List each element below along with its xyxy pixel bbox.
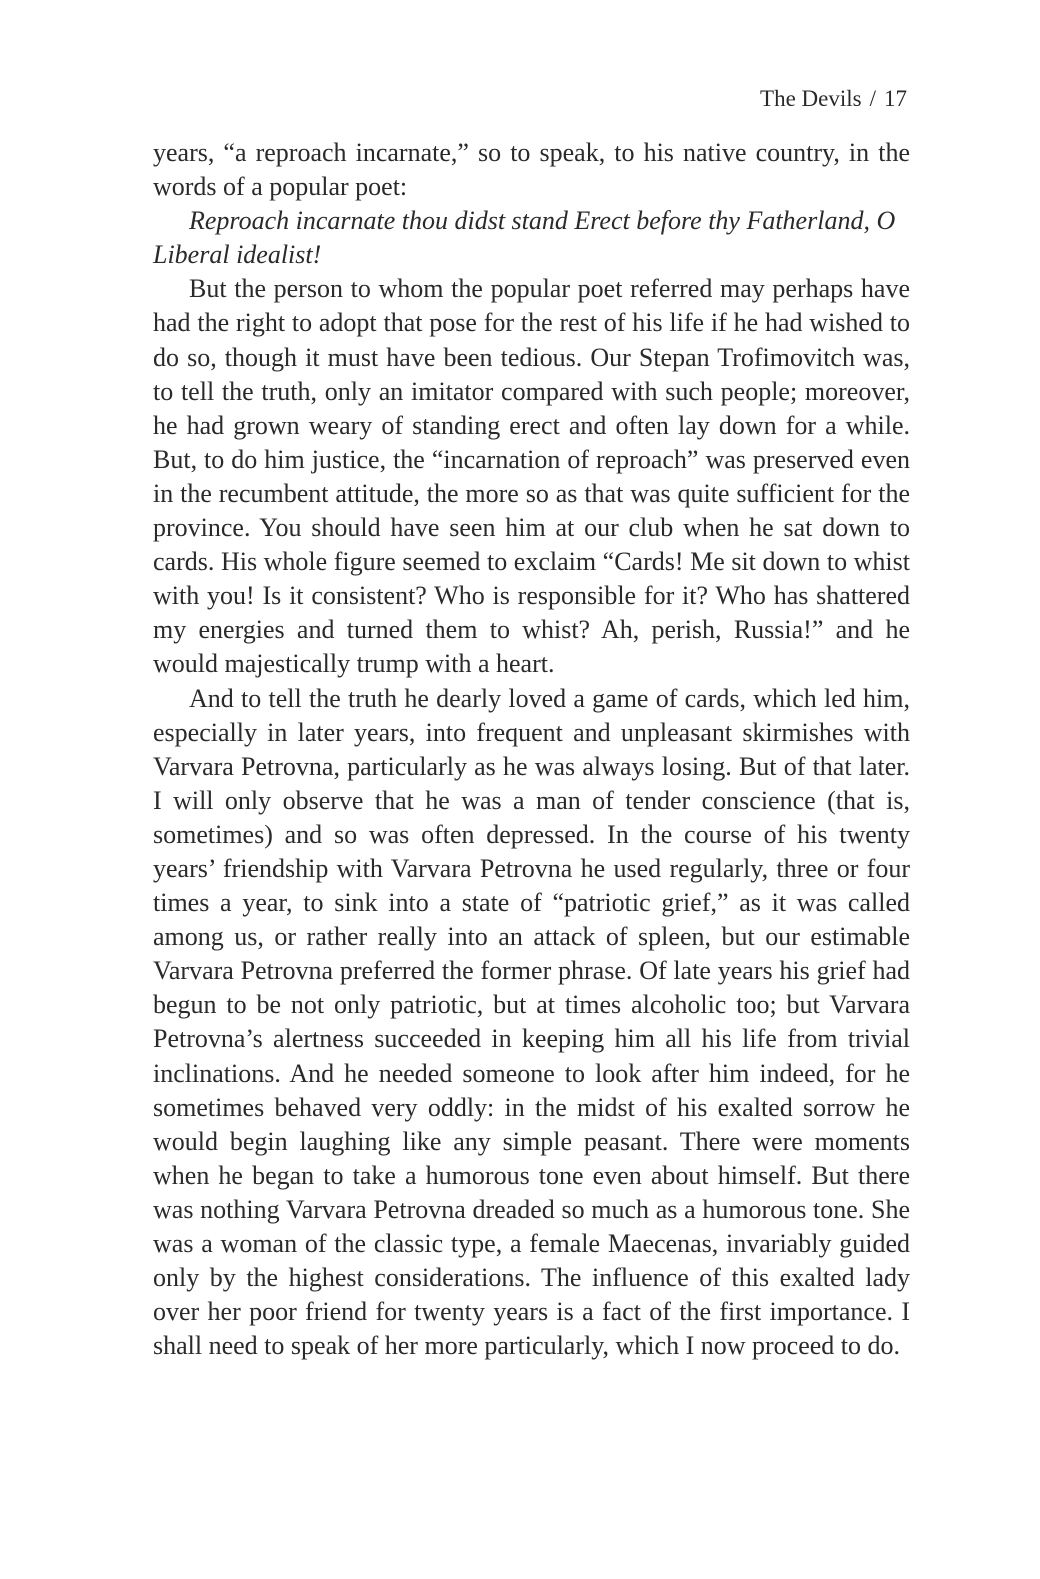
verse-quotation: Reproach incarnate thou didst stand Erect before thy Fatherland, O Liberal idealist! [153, 206, 896, 270]
running-head-title: The Devils [760, 86, 862, 111]
paragraph: And to tell the truth he dearly loved a game of cards, which led him, especially in later years, into frequent and unpleasant skirmishes with Varvara Petrovna, particularly as he was always losing. But of that later. I will only observe that he was a man of tender conscience (that is, sometimes) and so was often depressed. In the course of his twenty years’ friendship with Varvara Petrovna he used regularly, three or four times a year, to sink into a state of “patriotic grief,” as it was called among us, or rather really into an attack of spleen, but our estimable Varvara Petrovna preferred the former phrase. Of late years his grief had begun to be not only patriotic, but at times alcoholic too; but Varvara Petrovna’s alertness succeeded in keeping him all his life from trivial inclinations. And he needed someone to look after him indeed, for he sometimes behaved very oddly: in the midst of his exalted sorrow he would begin laughing like any simple peasant. There were moments when he began to take a humorous tone even about himself. But there was nothing Varvara Petrovna dreaded so much as a humorous tone. She was a woman of the classic type, a female Maecenas, invariably guided only by the highest considerations. The influence of this exalted lady over her poor friend for twenty years is a fact of the first importance. I shall need to speak of her more particularly, which I now proceed to do. [153, 683, 910, 1361]
running-head-separator: / [869, 86, 876, 111]
body-text [153, 136, 910, 1363]
paragraph: But the person to whom the popular poet referred may perhaps have had the right to adopt that pose for the rest of his life if he had wished to do so, though it must have been tedious. Our Stepan Trofimovitch was, to tell the truth, only an imitator compared with such people; moreover, he had grown weary of standing erect and often lay down for a while. But, to do him justice, the “incarnation of reproach” was preserved even in the recumbent attitude, the more so as that was quite sufficient for the province. You should have seen him at our club when he sat down to cards. His whole figure seemed to exclaim “Cards! Me sit down to whist with you! Is it consistent? Who is responsible for it? Who has shattered my energies and turned them to whist? Ah, perish, Russia!” and he would majestically trump with a heart. [153, 274, 910, 679]
paragraph-continued: years, “a reproach incarnate,” so to speak, to his native country, in the words of a popular poet: [153, 138, 910, 202]
page-number: 17 [884, 86, 907, 111]
running-head [760, 85, 907, 113]
